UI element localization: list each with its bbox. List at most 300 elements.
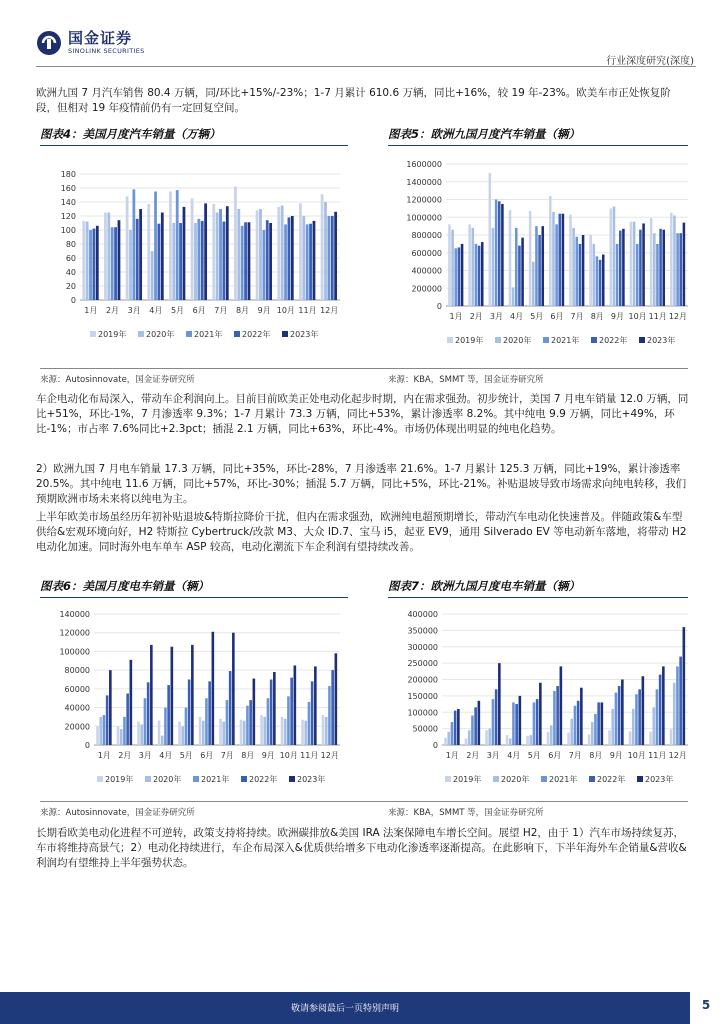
bar-2020年 — [552, 212, 555, 306]
figure-5-source: 来源：KBA，SMMT 等，国金证券研究所 — [388, 375, 544, 385]
legend-label: 2020年 — [503, 336, 532, 345]
figure-4-title-rule — [40, 145, 348, 146]
bar-2022年 — [619, 231, 622, 306]
legend-swatch — [447, 337, 453, 343]
bar-2021年 — [306, 224, 309, 300]
x-tick-label: 5月 — [170, 306, 185, 315]
y-tick-label: 0 — [70, 296, 76, 305]
x-tick-label: 8月 — [235, 306, 250, 315]
legend-label: 2022年 — [597, 775, 626, 784]
bar-2023年 — [662, 666, 665, 745]
bar-2022年 — [266, 220, 269, 300]
bar-2019年 — [82, 221, 85, 300]
bar-2022年 — [558, 214, 561, 306]
y-tick-label: 0 — [436, 302, 442, 311]
bar-2022年 — [223, 222, 226, 300]
bar-2021年 — [287, 696, 290, 745]
bar-2021年 — [132, 189, 135, 300]
bar-2021年 — [455, 248, 458, 306]
legend-swatch — [90, 331, 96, 337]
paragraph-outlook: 长期看欧美电动化进程不可逆转，政策支持将持续。欧洲碳排放&美国 IRA 法案保障电车增长空间。展望 H2，由于 1）汽车市场持续复苏，车市将维持高景气；2）电动化持续进行，车企布局深入&优质供给增多下电动化渗透率逐渐提高。在此影响下，下半年海外车企销量&营收&利润均有望维持上半年强势状态。 — [36, 827, 687, 869]
bar-2019年 — [281, 717, 284, 745]
bar-2019年 — [277, 207, 280, 300]
bar-2022年 — [556, 686, 559, 745]
figure-4-source: 来源：Autosinnovate，国金证券研究所 — [40, 375, 195, 385]
bar-2020年 — [263, 717, 266, 745]
bar-2019年 — [322, 715, 325, 745]
bar-2019年 — [549, 196, 552, 306]
legend-label: 2020年 — [501, 775, 530, 784]
bar-2019年 — [96, 726, 99, 745]
bar-2020年 — [243, 721, 246, 745]
bar-2020年 — [222, 722, 225, 745]
bar-2023年 — [204, 203, 207, 300]
company-logo — [36, 30, 145, 56]
bar-2022年 — [597, 702, 600, 745]
bar-2022年 — [136, 219, 139, 300]
bar-2019年 — [104, 213, 107, 301]
bar-2023年 — [273, 672, 276, 745]
bar-2023年 — [580, 688, 583, 745]
bar-2020年 — [99, 717, 102, 745]
y-tick-label: 120 — [60, 212, 76, 221]
bar-2021年 — [197, 219, 200, 300]
bar-2019年 — [529, 211, 532, 306]
bar-2022年 — [498, 201, 501, 306]
bar-2020年 — [570, 719, 573, 745]
bar-2020年 — [324, 202, 327, 300]
bar-2021年 — [219, 209, 222, 300]
bar-2022年 — [577, 701, 580, 745]
x-tick-label: 6月 — [200, 751, 214, 760]
bar-2023年 — [539, 683, 542, 745]
x-tick-label: 1月 — [97, 751, 111, 760]
y-tick-label: 1000000 — [406, 213, 442, 223]
bar-2021年 — [553, 691, 556, 745]
x-tick-label: 11月 — [300, 751, 319, 760]
bar-2021年 — [111, 227, 114, 300]
x-tick-label: 11月 — [648, 751, 667, 760]
bar-2020年 — [472, 228, 475, 306]
bar-2021年 — [154, 192, 157, 301]
legend-swatch — [589, 776, 595, 782]
legend-label: 2022年 — [599, 336, 628, 345]
report-type: 行业深度研究(深度) — [606, 56, 694, 67]
bar-2020年 — [673, 215, 676, 306]
bar-2019年 — [301, 720, 304, 745]
legend-label: 2022年 — [249, 775, 278, 784]
bar-2020年 — [216, 213, 219, 301]
bar-2023年 — [498, 663, 501, 745]
bar-2023年 — [212, 632, 215, 745]
x-tick-label: 7月 — [220, 751, 234, 760]
x-tick-label: 4月 — [507, 751, 521, 760]
bar-2023年 — [602, 255, 605, 306]
bar-2022年 — [518, 246, 521, 306]
bar-2023年 — [269, 223, 272, 300]
bar-2020年 — [653, 233, 656, 306]
bar-2019年 — [670, 729, 673, 745]
bar-2020年 — [304, 721, 307, 745]
bar-2021年 — [241, 226, 244, 300]
bar-2020年 — [532, 262, 535, 306]
bar-2020年 — [181, 726, 184, 745]
bar-2019年 — [299, 203, 302, 300]
bar-2020年 — [529, 735, 532, 745]
bar-2022年 — [229, 671, 232, 745]
bar-2022年 — [536, 699, 539, 745]
bar-2020年 — [202, 721, 205, 745]
bar-2023年 — [248, 222, 251, 300]
bar-2020年 — [509, 738, 512, 745]
bar-2021年 — [594, 714, 597, 745]
bar-2021年 — [495, 200, 498, 307]
bar-2023年 — [622, 229, 625, 306]
bar-2019年 — [219, 719, 222, 745]
x-tick-label: 3月 — [489, 312, 503, 321]
legend-label: 2019年 — [453, 775, 482, 784]
page-number: 5 — [701, 998, 711, 1012]
figure-7-title: 图表7：欧洲九国月度电车销量（辆） — [388, 579, 580, 593]
x-tick-label: 1月 — [445, 751, 459, 760]
bar-2020年 — [632, 709, 635, 745]
y-tick-label: 1200000 — [406, 195, 442, 205]
bar-2021年 — [656, 244, 659, 306]
bar-2023年 — [642, 223, 645, 306]
y-tick-label: 40000 — [64, 703, 90, 713]
bar-2019年 — [448, 224, 451, 306]
bar-2019年 — [137, 722, 140, 745]
bar-2022年 — [167, 685, 170, 745]
x-tick-label: 1月 — [84, 306, 98, 315]
x-tick-label: 10月 — [627, 751, 646, 760]
bar-2019年 — [117, 726, 120, 745]
bar-2020年 — [633, 222, 636, 306]
bar-2023年 — [541, 226, 544, 306]
legend-label: 2020年 — [146, 330, 175, 339]
legend-swatch — [186, 331, 192, 337]
legend-swatch — [289, 776, 295, 782]
bar-2019年 — [650, 218, 653, 306]
bar-2022年 — [659, 229, 662, 306]
legend-swatch — [639, 337, 645, 343]
bar-2019年 — [468, 224, 471, 306]
bar-2019年 — [526, 736, 529, 745]
y-tick-label: 250000 — [407, 659, 438, 669]
bar-2022年 — [495, 689, 498, 745]
bar-2021年 — [327, 216, 330, 300]
bar-2021年 — [471, 716, 474, 745]
bar-2023年 — [253, 679, 256, 745]
x-tick-label: 7月 — [214, 306, 228, 315]
bar-2020年 — [325, 717, 328, 745]
bar-2023年 — [335, 653, 338, 745]
figure-7-source: 来源：KBA，SMMT 等，国金证券研究所 — [388, 808, 544, 818]
bar-2021年 — [512, 702, 515, 745]
bar-2023年 — [478, 701, 481, 745]
bar-2019年 — [670, 213, 673, 306]
y-tick-label: 100 — [60, 226, 76, 235]
bar-2023年 — [294, 665, 297, 745]
bar-2023年 — [457, 709, 460, 745]
bar-2022年 — [679, 233, 682, 306]
bar-2021年 — [328, 686, 331, 745]
x-tick-label: 7月 — [570, 312, 584, 321]
legend-label: 2023年 — [297, 775, 326, 784]
bar-2021年 — [284, 224, 287, 300]
legend-label: 2021年 — [549, 775, 578, 784]
figure-4-chart — [40, 150, 350, 360]
bar-2019年 — [567, 733, 570, 745]
bar-2021年 — [451, 722, 454, 745]
bar-2022年 — [579, 244, 582, 306]
bar-2022年 — [188, 680, 191, 746]
bar-2019年 — [321, 194, 324, 300]
x-tick-label: 5月 — [527, 751, 541, 760]
y-tick-label: 20000 — [64, 722, 90, 732]
bar-2021年 — [267, 698, 270, 745]
bar-2022年 — [659, 675, 662, 745]
bar-2021年 — [475, 244, 478, 306]
bar-2019年 — [260, 715, 263, 745]
bar-2021年 — [535, 226, 538, 306]
bar-2023年 — [601, 702, 604, 745]
bar-2021年 — [636, 244, 639, 306]
source-divider-2 — [40, 801, 688, 802]
y-tick-label: 80000 — [64, 666, 90, 676]
bar-2023年 — [683, 627, 686, 745]
bar-2023年 — [521, 238, 524, 306]
bar-2019年 — [240, 720, 243, 745]
y-tick-label: 0 — [432, 741, 438, 750]
figure-5-title: 图表5：欧洲九国月度汽车销量（辆） — [388, 127, 580, 141]
bar-2022年 — [478, 246, 481, 306]
bar-2023年 — [560, 666, 563, 745]
bar-2020年 — [86, 222, 89, 300]
bar-2023年 — [642, 676, 645, 745]
y-tick-label: 1600000 — [406, 160, 442, 169]
bar-2019年 — [234, 187, 237, 300]
bar-2019年 — [610, 208, 613, 306]
bar-2022年 — [290, 678, 293, 745]
legend-swatch — [97, 776, 103, 782]
bar-2019年 — [169, 192, 172, 301]
bar-2022年 — [288, 217, 291, 300]
y-tick-label: 150000 — [407, 691, 438, 701]
bar-2019年 — [489, 173, 492, 306]
bar-2019年 — [588, 735, 591, 745]
bar-2021年 — [676, 233, 679, 306]
x-tick-label: 9月 — [261, 751, 275, 760]
bar-2021年 — [144, 698, 147, 745]
bar-2023年 — [582, 235, 585, 306]
y-tick-label: 80 — [65, 240, 76, 249]
legend-label: 2022年 — [242, 330, 271, 339]
bar-2019年 — [589, 235, 592, 306]
y-tick-label: 140000 — [59, 610, 90, 619]
y-tick-label: 100000 — [407, 708, 438, 718]
legend-swatch — [445, 776, 451, 782]
bar-2021年 — [492, 699, 495, 745]
y-tick-label: 60000 — [64, 684, 90, 694]
y-tick-label: 0 — [84, 741, 90, 750]
bar-2022年 — [126, 694, 129, 745]
paragraph-europe-ev: 2）欧洲九国 7 月电车销量 17.3 万辆，同比+35%，环比-28%，7 月渗透率 21.6%。1-7 月累计 125.3 万辆，同比+19%，累计渗透率 20.5%。其中纯电 11.6 万辆，同比+57%，环比-30%；插混 5.7 万辆，同比+5%，环比-21%。补贴退坡导致市场需求向纯电转移，我们预期欧洲市场未来将以纯电为主。 — [36, 463, 687, 505]
legend-swatch — [591, 337, 597, 343]
bar-2020年 — [512, 287, 515, 306]
bar-2020年 — [593, 244, 596, 306]
bar-2022年 — [270, 680, 273, 746]
bar-2023年 — [501, 204, 504, 306]
bar-2020年 — [550, 725, 553, 745]
bar-2021年 — [676, 666, 679, 745]
bar-2020年 — [151, 251, 154, 300]
bar-2021年 — [615, 693, 618, 745]
x-tick-label: 5月 — [530, 312, 544, 321]
legend-label: 2021年 — [551, 336, 580, 345]
bar-2022年 — [179, 223, 182, 300]
y-tick-label: 100000 — [59, 647, 90, 657]
x-tick-label: 2月 — [118, 751, 132, 760]
bar-2023年 — [232, 633, 235, 745]
x-tick-label: 6月 — [192, 306, 206, 315]
sinolink-logo-icon — [36, 30, 62, 56]
figure-6-source: 来源：Autosinnovate，国金证券研究所 — [40, 808, 195, 818]
bar-2022年 — [474, 707, 477, 745]
bar-2021年 — [574, 706, 577, 745]
bar-2021年 — [576, 237, 579, 306]
bar-2023年 — [662, 230, 665, 306]
bar-2022年 — [331, 670, 334, 745]
x-tick-label: 2月 — [466, 751, 480, 760]
bar-2020年 — [591, 722, 594, 745]
header-divider — [36, 66, 696, 67]
bar-2019年 — [506, 735, 509, 745]
y-tick-label: 600000 — [411, 248, 442, 258]
bar-2020年 — [492, 228, 495, 306]
logo-chinese-name: 国金证券 — [68, 29, 133, 48]
paragraph-us-ev: 车企电动化布局深入，带动车企利润向上。目前目前欧美正处电动化起步时期，内在需求强劲。初步统计，美国 7 月电车销量 12.0 万辆，同比+51%，环比-1%，7 月渗透率 9.3%；1-7 月累计 73.3 万辆，同比+53%，累计渗透率 8.2%。其中纯电 9.9 万辆，同比+49%，环比-1%；市占率 7.6%同比+2.3pct；插混 2.1 万辆，同比+63%，环比-4%。市场仍体现出明显的纯电化趋势。 — [36, 393, 689, 435]
bar-2020年 — [447, 732, 450, 745]
y-tick-label: 800000 — [411, 231, 442, 240]
bar-2022年 — [201, 221, 204, 300]
legend-label: 2020年 — [153, 775, 182, 784]
legend-label: 2023年 — [647, 336, 676, 345]
bar-2022年 — [244, 222, 247, 300]
bar-2019年 — [509, 210, 512, 306]
y-tick-label: 300000 — [407, 642, 438, 652]
y-tick-label: 20 — [65, 282, 76, 291]
figure-6-title: 图表6：美国月度电车销量（辆） — [40, 579, 209, 593]
bar-2023年 — [183, 207, 186, 300]
x-tick-label: 11月 — [298, 306, 317, 315]
footer-disclaimer: 敬请参阅最后一页特别声明 — [290, 1004, 399, 1014]
bar-2019年 — [465, 738, 468, 745]
x-tick-label: 12月 — [668, 751, 687, 760]
x-tick-label: 10月 — [279, 751, 298, 760]
y-tick-label: 200000 — [407, 675, 438, 685]
figure-4-title: 图表4：美国月度汽车销量（万辆） — [40, 127, 221, 141]
bar-2021年 — [205, 698, 208, 745]
bar-2020年 — [281, 206, 284, 301]
bar-2022年 — [599, 260, 602, 306]
bar-2023年 — [313, 221, 316, 300]
bar-2019年 — [178, 722, 181, 745]
y-tick-label: 350000 — [407, 626, 438, 636]
x-tick-label: 3月 — [138, 751, 152, 760]
bar-2022年 — [679, 657, 682, 745]
bar-2023年 — [130, 660, 133, 745]
bar-2022年 — [538, 235, 541, 306]
legend-label: 2023年 — [290, 330, 319, 339]
bar-2022年 — [249, 700, 252, 745]
bar-2021年 — [164, 708, 167, 745]
bar-2021年 — [308, 702, 311, 745]
y-tick-label: 40 — [65, 268, 76, 277]
bar-2019年 — [126, 196, 129, 300]
bar-2023年 — [461, 244, 464, 306]
bar-2021年 — [176, 190, 179, 300]
bar-2021年 — [123, 717, 126, 745]
bar-2019年 — [199, 717, 202, 745]
y-tick-label: 200000 — [411, 284, 442, 294]
bar-2019年 — [212, 204, 215, 300]
figure-7-title-rule — [388, 597, 688, 598]
bar-2023年 — [118, 220, 121, 300]
x-tick-label: 6月 — [550, 312, 564, 321]
bar-2021年 — [515, 228, 518, 306]
bar-2021年 — [89, 230, 92, 300]
y-tick-label: 50000 — [412, 724, 438, 734]
bar-2020年 — [194, 223, 197, 300]
bar-2021年 — [103, 715, 106, 745]
x-tick-label: 5月 — [179, 751, 193, 760]
bar-2021年 — [656, 689, 659, 745]
legend-swatch — [637, 776, 643, 782]
bar-2020年 — [120, 729, 123, 745]
x-tick-label: 9月 — [610, 312, 624, 321]
x-tick-label: 1月 — [449, 312, 463, 321]
legend-swatch — [138, 331, 144, 337]
x-tick-label: 7月 — [568, 751, 582, 760]
bar-2023年 — [291, 216, 294, 300]
bar-2023年 — [562, 214, 565, 306]
bar-2020年 — [613, 207, 616, 306]
x-tick-label: 8月 — [589, 751, 603, 760]
bar-2021年 — [555, 224, 558, 306]
bar-2019年 — [630, 222, 633, 306]
bar-2023年 — [334, 212, 337, 300]
bar-2019年 — [649, 732, 652, 745]
paragraph-h1-summary: 上半年欧美市场虽经历年初补贴退坡&特斯拉降价干扰，但内在需求强劲，欧洲纯电超预期增长，带动汽车电动化快速普及。伴随政策&车型供给&宏观环境向好，H2 特斯拉 Cybertruck/改款 M3、大众 ID.7、宝马 i5，起亚 EV9，通用 Silverado EV 等电动新车落地，将带动 H2 电动化加速。同时海外电车单车 ASP 较高，电动化潮流下车企利润有望持续改善。 — [36, 511, 687, 553]
bar-2021年 — [246, 706, 249, 745]
y-tick-label: 120000 — [59, 628, 90, 638]
paragraph-europe-sales: 欧洲九国 7 月汽车销售 80.4 万辆，同/环比+15%/-23%；1-7 月累计 610.6 万辆，同比+16%，较 19 年-23%。欧美车市正处恢复阶段，但相对 19 年疫情前仍有一定回复空间。 — [36, 87, 671, 114]
legend-swatch — [493, 776, 499, 782]
bar-2022年 — [639, 230, 642, 306]
bar-2023年 — [226, 206, 229, 300]
x-tick-label: 2月 — [105, 306, 120, 315]
bar-2023年 — [621, 680, 624, 746]
bar-2020年 — [284, 719, 287, 745]
legend-swatch — [282, 331, 288, 337]
y-tick-label: 400000 — [411, 266, 442, 276]
bar-2020年 — [129, 230, 132, 300]
x-tick-label: 4月 — [510, 312, 524, 321]
legend-swatch — [543, 337, 549, 343]
bar-2022年 — [93, 229, 96, 300]
figure-6-chart — [40, 602, 350, 794]
